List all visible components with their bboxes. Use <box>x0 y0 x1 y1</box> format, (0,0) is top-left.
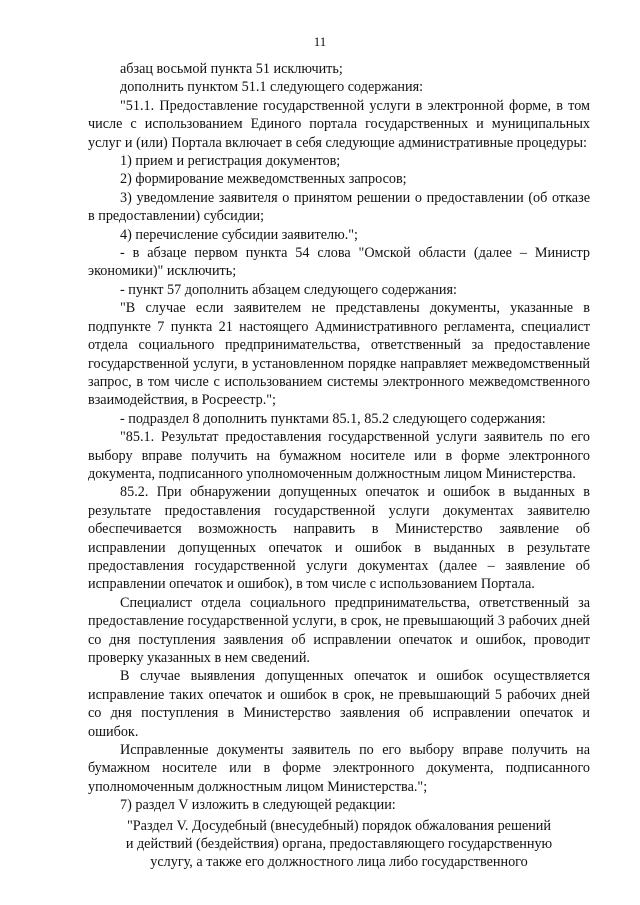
list-item: 2) формирование межведомственных запросов; <box>120 171 407 188</box>
paragraph: 85.2. При обнаружении допущенных опечаток и ошибок в выданных в результате предоставления государственной услуги документах заявителю обеспечивается возможность направить в Министерство заявление об исправлении допущенных опечаток и ошибок в выданных в результате предоставления государственной услуги документах (далее – заявление об исправлении опечаток и ошибок), в том числе с использованием Портала. <box>88 484 590 593</box>
paragraph: "В случае если заявителем не представлены документы, указанные в подпункте 7 пункта 21 настоящего Административного регламента, специалист отдела социального предпринимательства, ответственный за предоставление государственной услуги, в установленном порядке направляет межведомственный запрос, в том числе с использованием системы электронного межведомственного взаимодействия, в Росреестр."; <box>88 300 590 409</box>
section-title-line: "Раздел V. Досудебный (внесудебный) порядок обжалования решений <box>127 817 551 834</box>
list-item: 3) уведомление заявителя о принятом решении о предоставлении (об отказе в предоставлении) субсидии; <box>88 189 590 225</box>
section-title-line: услугу, а также его должностного лица либо государственного <box>150 854 528 871</box>
paragraph: - подраздел 8 дополнить пунктами 85.1, 85.2 следующего содержания: <box>120 410 546 427</box>
paragraph: дополнить пунктом 51.1 следующего содержания: <box>120 79 424 96</box>
paragraph: Исправленные документы заявитель по его выбору вправе получить на бумажном носителе или в форме электронного документа, подписанного уполномоченным должностным лицом Министерства."; <box>88 742 590 795</box>
paragraph: - пункт 57 дополнить абзацем следующего содержания: <box>120 281 457 298</box>
list-item: 1) прием и регистрация документов; <box>120 153 341 170</box>
section-title <box>88 817 590 872</box>
section-title-line: и действий (бездействия) органа, предоставляющего государственную <box>125 836 553 853</box>
paragraph: "51.1. Предоставление государственной услуги в электронной форме, в том числе с использованием Единого портала государственных и муниципальных услуг и (или) Портала включает в себя следующие административные процедуры: <box>88 97 590 151</box>
page-number: 11 <box>313 34 327 49</box>
paragraph: абзац восьмой пункта 51 исключить; <box>120 61 343 77</box>
paragraph: В случае выявления допущенных опечаток и ошибок осуществляется исправление таких опечаток и ошибок в срок, не превышающий 5 рабочих дней со дня поступления в Министерство заявления об исправлении опечаток и ошибок. <box>88 668 590 740</box>
paragraph: - в абзаце первом пункта 54 слова "Омской области (далее – Министр экономики)" исключить; <box>88 245 590 280</box>
paragraph: Специалист отдела социального предпринимательства, ответственный за предоставление государственной услуги, в срок, не превышающий 3 рабочих дней со дня поступления заявления об исправлении опечаток и ошибок, проводит проверку указанных в нем сведений. <box>88 594 590 666</box>
paragraph: "85.1. Результат предоставления государственной услуги заявитель по его выбору вправе получить на бумажном носителе или в форме электронного документа, подписанного уполномоченным должностным лицом Министерства. <box>88 429 590 482</box>
paragraph: 7) раздел V изложить в следующей редакции: <box>120 797 396 814</box>
list-item: 4) перечисление субсидии заявителю."; <box>120 226 358 243</box>
document-body <box>88 60 590 872</box>
